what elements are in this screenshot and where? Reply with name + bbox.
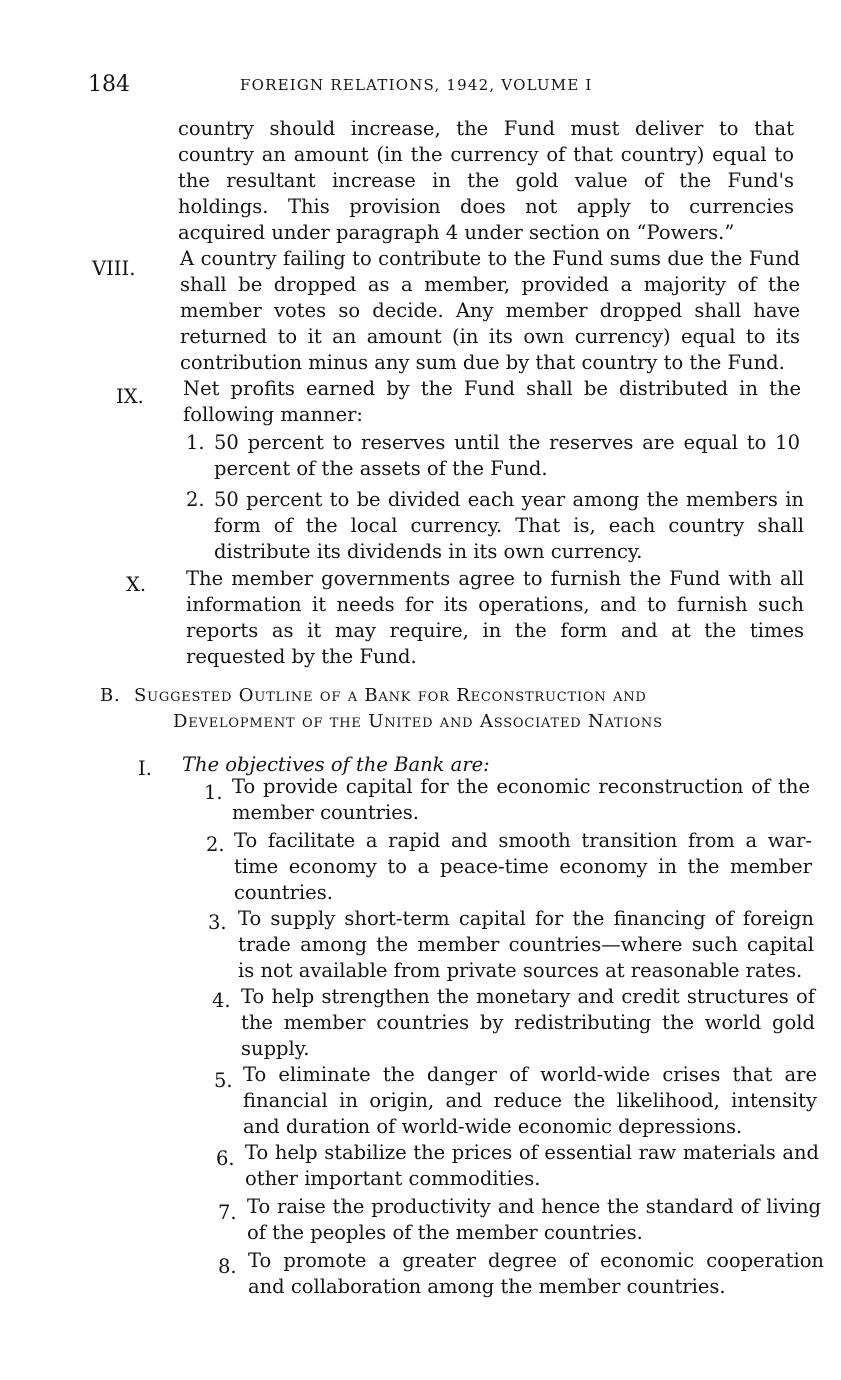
page-header xyxy=(88,72,788,102)
page-number: 184 xyxy=(88,72,130,97)
objective-text: To help strengthen the monetary and credit structures of the member countries by redistributing the world gold supply. xyxy=(241,985,815,1060)
ix-item-number: 1. xyxy=(186,431,205,454)
ix-item-text: 50 percent to be divided each year among the members in form of the local currency. That is, each country shall distribute its dividends in its own currency. xyxy=(214,488,804,563)
section-viii-text: A country failing to contribute to the Fund sums due the Fund shall be dropped as a member, provided a majority of the member votes so decide. Any member dropped shall have returned to it an amount (in its own currency) equal to its contribution minus any sum due by that country to the Fund. xyxy=(180,247,800,374)
bank-objectives-heading: The objectives of the Bank are: xyxy=(182,753,490,776)
objective-text: To help stabilize the prices of essential raw materials and other important commodities. xyxy=(245,1141,819,1190)
objective-text: To provide capital for the economic reconstruction of the member countries. xyxy=(232,775,810,824)
objective-text: To raise the productivity and hence the standard of living of the peoples of the member countries. xyxy=(247,1195,821,1244)
section-b-letter: B. xyxy=(100,685,121,706)
ix-item-text: 50 percent to reserves until the reserves are equal to 10 percent of the assets of the Fund. xyxy=(214,431,800,480)
objective-number: 3. xyxy=(208,911,227,934)
objective-text: To eliminate the danger of world-wide crises that are financial in origin, and reduce the likelihood, intensity and duration of world-wide economic depressions. xyxy=(243,1063,817,1138)
objective-number: 7. xyxy=(218,1201,237,1224)
section-x-numeral: X. xyxy=(126,573,147,596)
bank-section-i-numeral: I. xyxy=(138,757,152,780)
section-viii-numeral: VIII. xyxy=(92,257,136,280)
section-x-text: The member governments agree to furnish the Fund with all information it needs for its operations, and to furnish such reports as it may require, in the form and at the times requested by the Fund. xyxy=(186,567,804,668)
objective-number: 2. xyxy=(206,833,225,856)
objective-text: To promote a greater degree of economic cooperation and collaboration among the member countries. xyxy=(248,1249,824,1298)
running-head: FOREIGN RELATIONS, 1942, VOLUME I xyxy=(240,76,593,94)
section-ix-text: Net profits earned by the Fund shall be distributed in the following manner: xyxy=(183,377,801,426)
objective-number: 8. xyxy=(218,1255,237,1278)
objective-number: 5. xyxy=(214,1069,233,1092)
continuation-paragraph: country should increase, the Fund must deliver to that country an amount (in the currency of that country) equal to the resultant increase in the gold value of the Fund's holdings. This provision does not apply to currencies acquired under paragraph 4 under section on “Powers.” xyxy=(178,117,794,244)
objective-number: 6. xyxy=(216,1147,235,1170)
objective-number: 4. xyxy=(212,989,231,1012)
section-b-title-line-1: Suggested Outline of a Bank for Reconstruction and xyxy=(134,685,647,706)
objective-number: 1. xyxy=(204,781,223,804)
section-b-title-line-2: Development of the United and Associated Nations xyxy=(173,711,663,732)
section-ix-numeral: IX. xyxy=(116,385,144,408)
objective-text: To supply short-term capital for the financing of foreign trade among the member countries—where such capital is not available from private sources at reasonable rates. xyxy=(238,907,814,982)
ix-item-number: 2. xyxy=(186,488,205,511)
objective-text: To facilitate a rapid and smooth transition from a war-time economy to a peace-time economy in the member countries. xyxy=(234,829,812,904)
